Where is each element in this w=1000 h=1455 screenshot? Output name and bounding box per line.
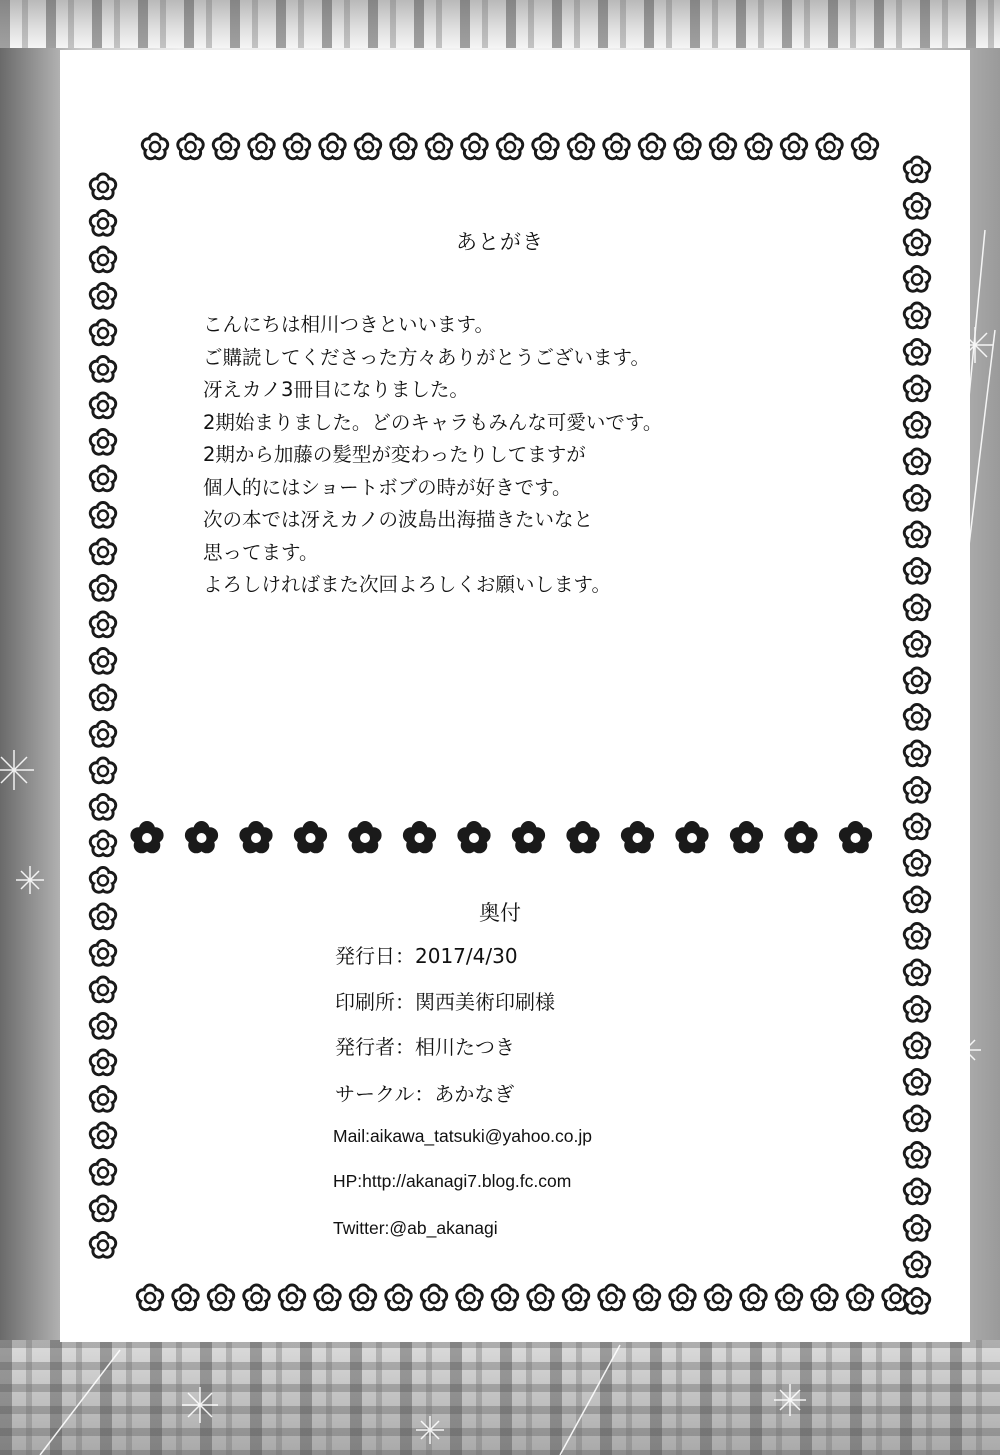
flower-icon [130, 821, 163, 853]
flower-icon [904, 376, 929, 401]
flower-icon [730, 821, 763, 853]
flower-icon [904, 1216, 929, 1241]
flower-icon [904, 559, 929, 584]
flower-icon [904, 924, 929, 949]
flower-icon [90, 795, 115, 820]
flower-icon [812, 1285, 837, 1310]
afterword-line: 2期から加藤の髪型が変わったりしてますが [203, 443, 586, 466]
flower-icon [90, 977, 115, 1002]
afterword-line: 思ってます。 [203, 540, 319, 564]
flower-icon [621, 821, 654, 853]
homepage-url: HP:http://akanagi7.blog.fc.com [333, 1171, 572, 1191]
flower-icon [421, 1285, 446, 1310]
flower-icon [533, 134, 558, 159]
afterword-line: こんにちは相川つきといいます。 [203, 313, 494, 336]
flower-icon [320, 134, 345, 159]
flower-icon [904, 413, 929, 438]
flower-icon [741, 1285, 766, 1310]
flower-icon [178, 134, 203, 159]
flower-icon [90, 430, 115, 455]
flower-icon [90, 868, 115, 893]
flower-icon [90, 1087, 115, 1112]
flower-icon [213, 134, 238, 159]
flower-icon [634, 1285, 659, 1310]
flower-icon [90, 831, 115, 856]
flower-icon [90, 941, 115, 966]
flower-icon [670, 1285, 695, 1310]
flower-icon [173, 1285, 198, 1310]
flower-icon [90, 393, 115, 418]
flower-icon [675, 821, 708, 853]
flower-icon [904, 303, 929, 328]
flower-icon [90, 1014, 115, 1039]
flower-icon [492, 1285, 517, 1310]
flower-icon [90, 612, 115, 637]
flower-icon [904, 486, 929, 511]
flower-icon [639, 134, 664, 159]
flower-icon [904, 522, 929, 547]
flower-icon [426, 134, 451, 159]
flower-icon [386, 1285, 411, 1310]
flower-icon [904, 595, 929, 620]
flower-icon [90, 1160, 115, 1185]
flower-icon [315, 1285, 340, 1310]
afterword-line: 冴えカノ3冊目になりました。 [203, 378, 469, 401]
flower-icon [904, 449, 929, 474]
flower-icon [904, 1289, 929, 1314]
flower-icon [239, 821, 272, 853]
flower-icon [90, 758, 115, 783]
flower-icon [528, 1285, 553, 1310]
flower-icon [90, 1123, 115, 1148]
flower-icon [90, 576, 115, 601]
flower-icon [90, 1233, 115, 1258]
flower-icon [90, 1196, 115, 1221]
flower-icon [776, 1285, 801, 1310]
flower-icon [904, 814, 929, 839]
flower-icon [279, 1285, 304, 1310]
flower-icon [90, 503, 115, 528]
flower-icon [904, 960, 929, 985]
flower-icon [142, 134, 167, 159]
flower-icon [904, 1179, 929, 1204]
flower-icon [904, 267, 929, 292]
flower-icon [90, 357, 115, 382]
flower-icon [90, 174, 115, 199]
flower-icon [348, 821, 381, 853]
flower-icon [90, 685, 115, 710]
flower-icon [294, 821, 327, 853]
flower-icon [675, 134, 700, 159]
flower-icon [904, 194, 929, 219]
flower-icon [904, 1070, 929, 1095]
circle-name: サークル：あかなぎ [335, 1082, 515, 1106]
flower-icon [355, 134, 380, 159]
flower-icon [403, 821, 436, 853]
flower-icon [904, 741, 929, 766]
flower-icon [599, 1285, 624, 1310]
flower-icon [90, 320, 115, 345]
flower-icon [391, 134, 416, 159]
afterword-line: 2期始まりました。どのキャラもみんな可愛いです。 [203, 410, 663, 434]
flower-icon [90, 466, 115, 491]
flower-icon [244, 1285, 269, 1310]
flower-icon [90, 1050, 115, 1075]
afterword-line: 個人的にはショートボブの時が好きです。 [203, 475, 572, 499]
flower-icon [904, 1033, 929, 1058]
flower-icon [904, 632, 929, 657]
flower-icon [90, 649, 115, 674]
flower-icon [604, 134, 629, 159]
flower-icon [852, 134, 877, 159]
flower-icon [904, 778, 929, 803]
flower-icon [457, 821, 490, 853]
flower-icon [904, 997, 929, 1022]
flower-icon [284, 134, 309, 159]
flower-icon [208, 1285, 233, 1310]
flower-icon [904, 668, 929, 693]
flower-icon [904, 1143, 929, 1168]
flower-icon [904, 705, 929, 730]
flower-icon [817, 134, 842, 159]
flower-icon [90, 539, 115, 564]
flower-icon [563, 1285, 588, 1310]
afterword-line: よろしければまた次回よろしくお願いします。 [203, 573, 611, 596]
flower-icon [705, 1285, 730, 1310]
flower-icon [781, 134, 806, 159]
flower-icon [457, 1285, 482, 1310]
printer: 印刷所：関西美術印刷様 [335, 990, 555, 1014]
flower-icon [249, 134, 274, 159]
twitter-handle: Twitter:@ab_akanagi [333, 1218, 498, 1238]
flower-icon [904, 1252, 929, 1277]
flower-icon [568, 134, 593, 159]
flower-icon [784, 821, 817, 853]
flower-icon [350, 1285, 375, 1310]
flower-icon [137, 1285, 162, 1310]
flower-icon [904, 851, 929, 876]
mail-address: Mail:aikawa_tatsuki@yahoo.co.jp [333, 1126, 593, 1146]
colophon-title: 奥付 [479, 901, 521, 925]
flower-icon [185, 821, 218, 853]
flower-icon [904, 1106, 929, 1131]
flower-icon [512, 821, 545, 853]
flower-icon [462, 134, 487, 159]
flower-icon [497, 134, 522, 159]
flower-icon [839, 821, 872, 853]
flower-icon [746, 134, 771, 159]
flower-icon [904, 157, 929, 182]
flower-icon [90, 722, 115, 747]
flower-icon [566, 821, 599, 853]
publisher: 発行者：相川たつき [335, 1035, 515, 1059]
flower-icon [847, 1285, 872, 1310]
issue-date: 発行日：2017/4/30 [335, 944, 518, 968]
flower-icon [90, 284, 115, 309]
afterword-title: あとがき [456, 230, 544, 254]
flower-icon [904, 340, 929, 365]
afterword-line: 次の本では冴えカノの波島出海描きたいなと [203, 508, 594, 531]
afterword-line: ご購読してくださった方々ありがとうございます。 [203, 345, 650, 369]
afterword-body [203, 309, 803, 602]
flower-icon [710, 134, 735, 159]
